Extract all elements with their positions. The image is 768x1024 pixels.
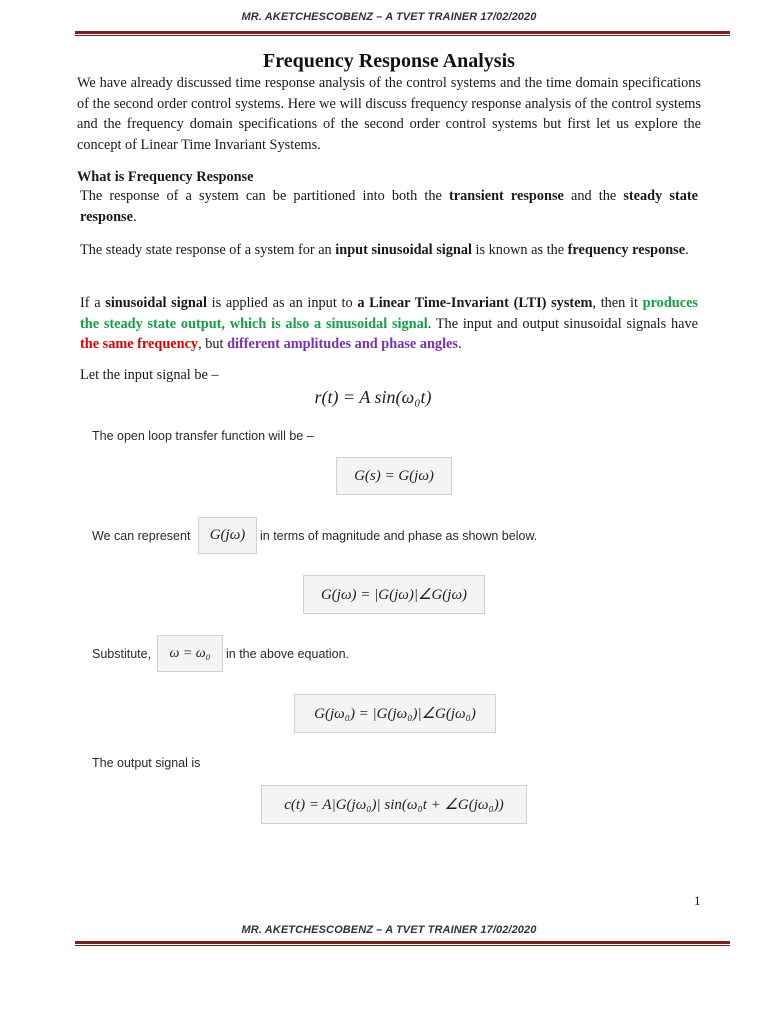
equation-magnitude-phase: G(jω) = |G(jω)|∠G(jω) — [303, 575, 485, 614]
input-signal-label: Let the input signal be – — [80, 367, 219, 383]
equation-output-signal: c(t) = A|G(jω₀)| sin(ω₀t + ∠G(jω₀)) — [261, 785, 527, 824]
header-rule — [75, 31, 730, 36]
section-heading: What is Frequency Response — [77, 169, 254, 185]
output-signal-label: The output signal is — [92, 756, 201, 770]
page-footer: MR. AKETCHESCOBENZ – A TVET TRAINER 17/02/2020 — [241, 924, 537, 936]
paragraph-frequency-response: The steady state response of a system for an input sinusoidal signal is known as the frequency response. — [80, 242, 689, 258]
paragraph-transient: The response of a system can be partitioned into both the transient response and the steady state response. — [80, 188, 698, 225]
equation-input-signal: r(t) = A sin(ω₀t) — [314, 387, 432, 407]
transfer-function-label: The open loop transfer function will be – — [92, 429, 314, 443]
equation-inline-omega: ω = ω₀ — [157, 635, 223, 672]
equation-inline-g-jw: G(jω) — [198, 517, 257, 554]
page-header: MR. AKETCHESCOBENZ – A TVET TRAINER 17/02/2020 — [241, 11, 537, 23]
substitute-suffix: in the above equation. — [226, 647, 350, 661]
represent-label: We can represent — [92, 529, 191, 543]
footer-rule — [75, 941, 730, 946]
page-number: 1 — [694, 893, 701, 908]
substitute-label: Substitute, — [92, 647, 152, 661]
equation-transfer-function: G(s) = G(jω) — [336, 457, 452, 495]
document-title: Frequency Response Analysis — [263, 50, 515, 72]
intro-paragraph: We have already discussed time response analysis of the control systems and the time domain specifications of the second order control systems. Here we will discuss frequency response analysis of the control systems and the frequency domain specifications of the second order control systems but first let us explore the concept of Linear Time Invariant Systems. — [77, 75, 701, 153]
represent-suffix: in terms of magnitude and phase as shown below. — [260, 529, 538, 543]
equation-substituted: G(jω₀) = |G(jω₀)|∠G(jω₀) — [294, 694, 496, 733]
paragraph-lti: If a sinusoidal signal is applied as an input to a Linear Time-Invariant (LTI) system, then it produces the steady state output, which is also a sinusoidal signal. The input and output sinusoidal signals have the same frequency, but different amplitudes and phase angles. — [80, 295, 698, 352]
